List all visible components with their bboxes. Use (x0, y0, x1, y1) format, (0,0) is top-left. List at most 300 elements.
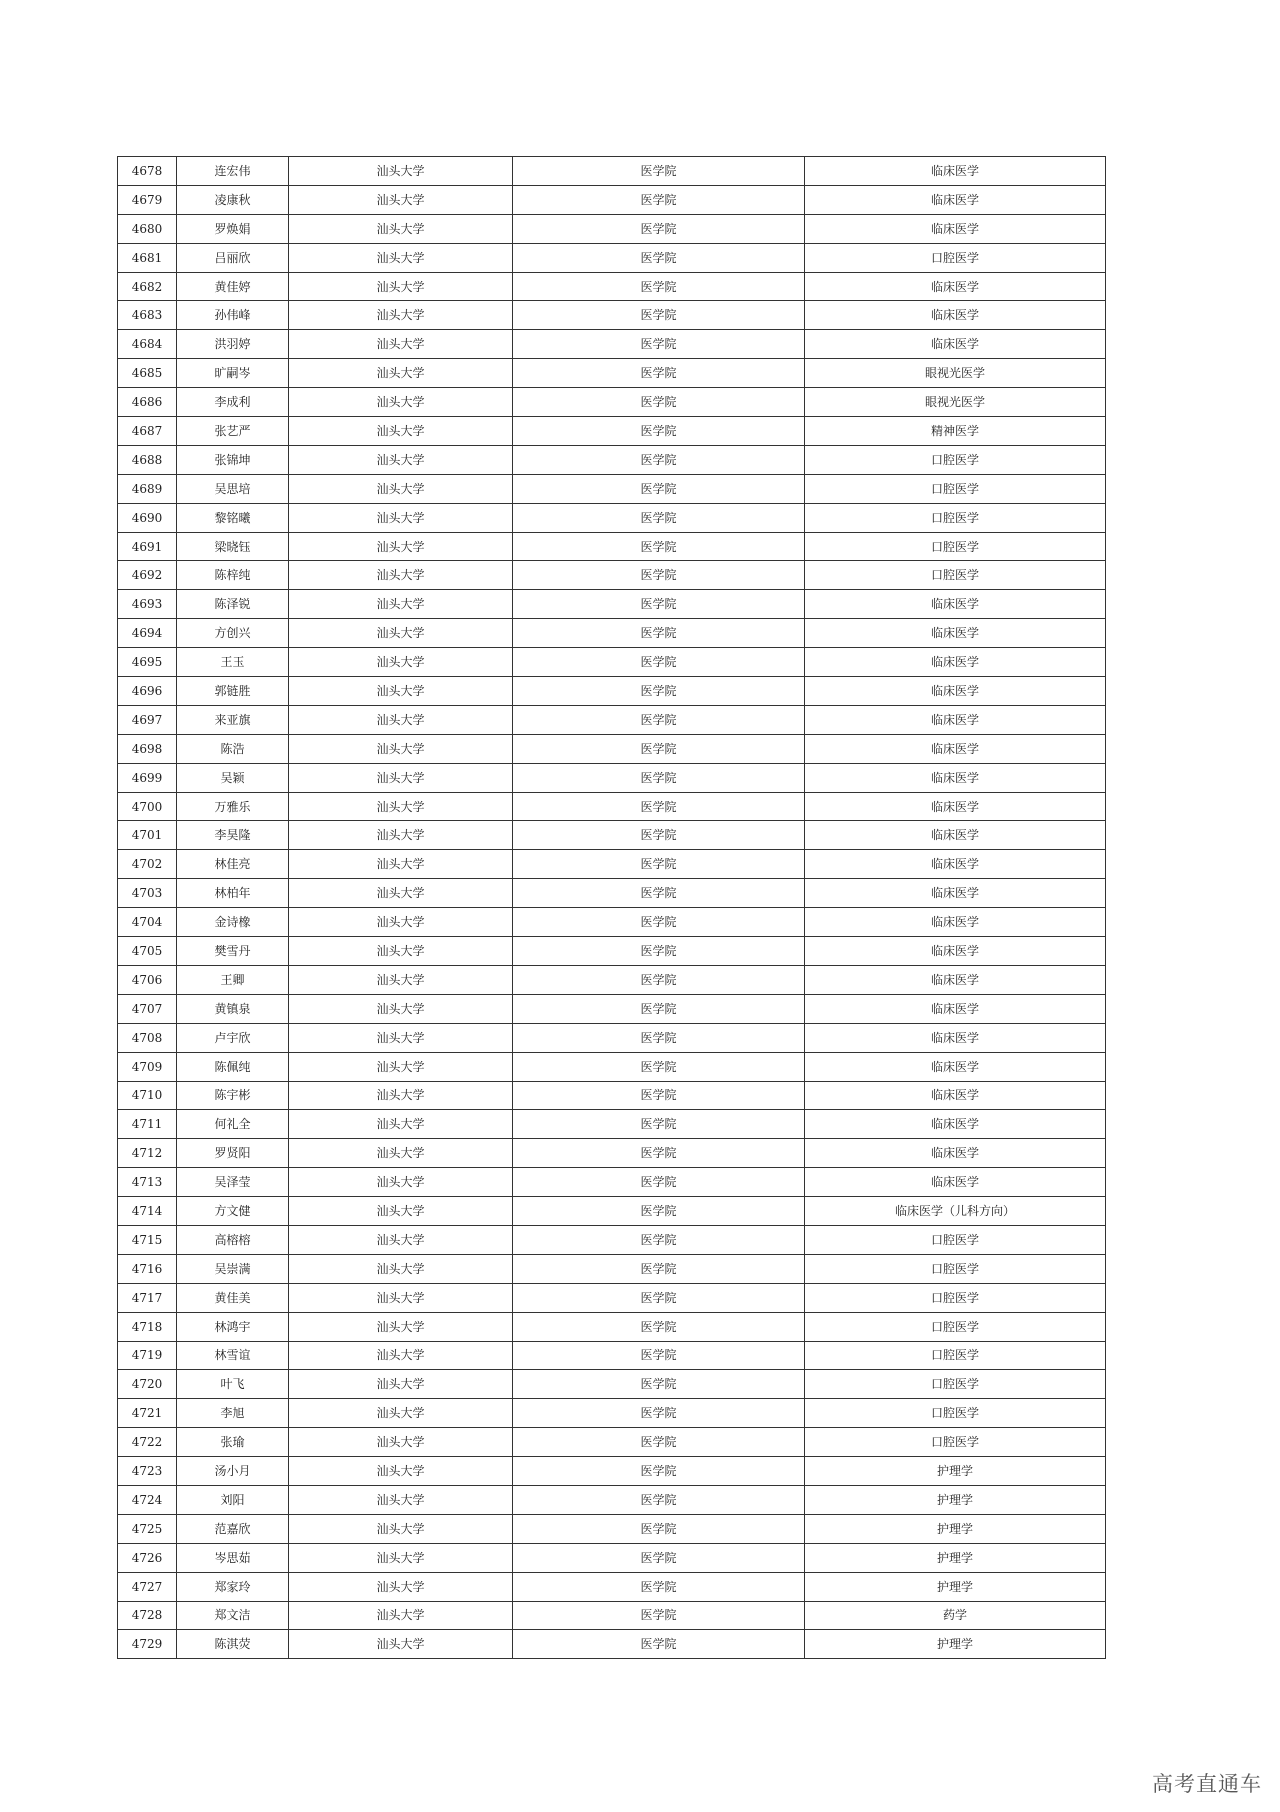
college-cell: 医学院 (513, 1197, 805, 1226)
student-name-cell: 叶飞 (177, 1370, 289, 1399)
table-row (118, 1514, 1106, 1543)
major-cell: 护理学 (805, 1572, 1106, 1601)
major-cell: 临床医学 (805, 1139, 1106, 1168)
row-number-cell: 4728 (118, 1601, 177, 1630)
row-number-cell: 4688 (118, 445, 177, 474)
row-number-cell: 4700 (118, 792, 177, 821)
college-cell: 医学院 (513, 272, 805, 301)
student-name-cell: 万雅乐 (177, 792, 289, 821)
table-row (118, 1139, 1106, 1168)
college-cell: 医学院 (513, 1399, 805, 1428)
university-cell: 汕头大学 (289, 1312, 513, 1341)
student-name-cell: 黄佳婷 (177, 272, 289, 301)
major-cell: 护理学 (805, 1630, 1106, 1659)
college-cell: 医学院 (513, 1110, 805, 1139)
college-cell: 医学院 (513, 1428, 805, 1457)
college-cell: 医学院 (513, 330, 805, 359)
table-row (118, 763, 1106, 792)
college-cell: 医学院 (513, 1168, 805, 1197)
student-name-cell: 岑思茹 (177, 1543, 289, 1572)
table-row (118, 821, 1106, 850)
row-number-cell: 4723 (118, 1457, 177, 1486)
table-row (118, 648, 1106, 677)
table-row (118, 359, 1106, 388)
table-row (118, 445, 1106, 474)
student-name-cell: 吕丽欣 (177, 243, 289, 272)
major-cell: 护理学 (805, 1485, 1106, 1514)
major-cell: 临床医学 (805, 821, 1106, 850)
row-number-cell: 4699 (118, 763, 177, 792)
student-name-cell: 郑家玲 (177, 1572, 289, 1601)
table-row (118, 965, 1106, 994)
row-number-cell: 4694 (118, 619, 177, 648)
university-cell: 汕头大学 (289, 705, 513, 734)
major-cell: 临床医学 (805, 879, 1106, 908)
row-number-cell: 4706 (118, 965, 177, 994)
table-row (118, 1254, 1106, 1283)
student-name-cell: 王玉 (177, 648, 289, 677)
student-name-cell: 旷嗣岑 (177, 359, 289, 388)
university-cell: 汕头大学 (289, 1630, 513, 1659)
table-row (118, 474, 1106, 503)
table-row (118, 157, 1106, 186)
roster-table (117, 156, 1106, 1659)
major-cell: 临床医学 (805, 1168, 1106, 1197)
row-number-cell: 4703 (118, 879, 177, 908)
student-name-cell: 林雪谊 (177, 1341, 289, 1370)
table-row (118, 1572, 1106, 1601)
university-cell: 汕头大学 (289, 850, 513, 879)
row-number-cell: 4727 (118, 1572, 177, 1601)
row-number-cell: 4718 (118, 1312, 177, 1341)
major-cell: 临床医学 (805, 677, 1106, 706)
row-number-cell: 4721 (118, 1399, 177, 1428)
university-cell: 汕头大学 (289, 1485, 513, 1514)
university-cell: 汕头大学 (289, 1254, 513, 1283)
college-cell: 医学院 (513, 734, 805, 763)
major-cell: 临床医学 (805, 214, 1106, 243)
college-cell: 医学院 (513, 185, 805, 214)
college-cell: 医学院 (513, 850, 805, 879)
major-cell: 口腔医学 (805, 445, 1106, 474)
student-name-cell: 罗贤阳 (177, 1139, 289, 1168)
table-row (118, 1312, 1106, 1341)
university-cell: 汕头大学 (289, 359, 513, 388)
table-row (118, 1052, 1106, 1081)
university-cell: 汕头大学 (289, 474, 513, 503)
row-number-cell: 4729 (118, 1630, 177, 1659)
major-cell: 口腔医学 (805, 1254, 1106, 1283)
row-number-cell: 4726 (118, 1543, 177, 1572)
major-cell: 临床医学 (805, 792, 1106, 821)
college-cell: 医学院 (513, 532, 805, 561)
major-cell: 临床医学 (805, 185, 1106, 214)
row-number-cell: 4687 (118, 417, 177, 446)
row-number-cell: 4690 (118, 503, 177, 532)
major-cell: 护理学 (805, 1457, 1106, 1486)
college-cell: 医学院 (513, 1630, 805, 1659)
college-cell: 医学院 (513, 1601, 805, 1630)
row-number-cell: 4711 (118, 1110, 177, 1139)
row-number-cell: 4719 (118, 1341, 177, 1370)
table-row (118, 1225, 1106, 1254)
student-name-cell: 陈泽锐 (177, 590, 289, 619)
university-cell: 汕头大学 (289, 763, 513, 792)
row-number-cell: 4681 (118, 243, 177, 272)
student-name-cell: 陈佩纯 (177, 1052, 289, 1081)
college-cell: 医学院 (513, 1081, 805, 1110)
college-cell: 医学院 (513, 445, 805, 474)
major-cell: 口腔医学 (805, 503, 1106, 532)
major-cell: 临床医学 (805, 850, 1106, 879)
college-cell: 医学院 (513, 157, 805, 186)
university-cell: 汕头大学 (289, 157, 513, 186)
row-number-cell: 4691 (118, 532, 177, 561)
row-number-cell: 4693 (118, 590, 177, 619)
university-cell: 汕头大学 (289, 503, 513, 532)
table-row (118, 1341, 1106, 1370)
major-cell: 临床医学 (805, 994, 1106, 1023)
student-name-cell: 张艺严 (177, 417, 289, 446)
table-row (118, 1081, 1106, 1110)
university-cell: 汕头大学 (289, 619, 513, 648)
university-cell: 汕头大学 (289, 1110, 513, 1139)
student-name-cell: 卢宇欣 (177, 1023, 289, 1052)
student-name-cell: 黄佳美 (177, 1283, 289, 1312)
college-cell: 医学院 (513, 1254, 805, 1283)
major-cell: 口腔医学 (805, 243, 1106, 272)
table-row (118, 1399, 1106, 1428)
university-cell: 汕头大学 (289, 879, 513, 908)
table-row (118, 1630, 1106, 1659)
university-cell: 汕头大学 (289, 388, 513, 417)
row-number-cell: 4720 (118, 1370, 177, 1399)
major-cell: 精神医学 (805, 417, 1106, 446)
university-cell: 汕头大学 (289, 792, 513, 821)
table-row (118, 214, 1106, 243)
college-cell: 医学院 (513, 994, 805, 1023)
college-cell: 医学院 (513, 879, 805, 908)
row-number-cell: 4725 (118, 1514, 177, 1543)
student-name-cell: 吴思培 (177, 474, 289, 503)
college-cell: 医学院 (513, 359, 805, 388)
college-cell: 医学院 (513, 1514, 805, 1543)
table-row (118, 850, 1106, 879)
student-name-cell: 张锦坤 (177, 445, 289, 474)
college-cell: 医学院 (513, 301, 805, 330)
major-cell: 临床医学 (805, 1081, 1106, 1110)
student-name-cell: 陈梓纯 (177, 561, 289, 590)
college-cell: 医学院 (513, 1457, 805, 1486)
table-row (118, 792, 1106, 821)
university-cell: 汕头大学 (289, 965, 513, 994)
row-number-cell: 4682 (118, 272, 177, 301)
college-cell: 医学院 (513, 965, 805, 994)
university-cell: 汕头大学 (289, 734, 513, 763)
university-cell: 汕头大学 (289, 1139, 513, 1168)
table-row (118, 1110, 1106, 1139)
student-name-cell: 方文健 (177, 1197, 289, 1226)
table-row (118, 1485, 1106, 1514)
university-cell: 汕头大学 (289, 1601, 513, 1630)
university-cell: 汕头大学 (289, 994, 513, 1023)
row-number-cell: 4713 (118, 1168, 177, 1197)
table-row (118, 705, 1106, 734)
university-cell: 汕头大学 (289, 417, 513, 446)
college-cell: 医学院 (513, 243, 805, 272)
student-name-cell: 梁晓钰 (177, 532, 289, 561)
table-row (118, 1457, 1106, 1486)
college-cell: 医学院 (513, 1341, 805, 1370)
student-name-cell: 方创兴 (177, 619, 289, 648)
university-cell: 汕头大学 (289, 1341, 513, 1370)
major-cell: 临床医学 (805, 648, 1106, 677)
table-row (118, 1543, 1106, 1572)
table-row (118, 185, 1106, 214)
row-number-cell: 4696 (118, 677, 177, 706)
row-number-cell: 4710 (118, 1081, 177, 1110)
student-name-cell: 连宏伟 (177, 157, 289, 186)
major-cell: 临床医学 (805, 157, 1106, 186)
row-number-cell: 4717 (118, 1283, 177, 1312)
major-cell: 临床医学 (805, 937, 1106, 966)
row-number-cell: 4707 (118, 994, 177, 1023)
university-cell: 汕头大学 (289, 1023, 513, 1052)
row-number-cell: 4692 (118, 561, 177, 590)
student-name-cell: 李旭 (177, 1399, 289, 1428)
table-row (118, 1370, 1106, 1399)
college-cell: 医学院 (513, 908, 805, 937)
row-number-cell: 4697 (118, 705, 177, 734)
major-cell: 临床医学 (805, 1052, 1106, 1081)
student-name-cell: 李昊隆 (177, 821, 289, 850)
university-cell: 汕头大学 (289, 532, 513, 561)
student-name-cell: 何礼全 (177, 1110, 289, 1139)
row-number-cell: 4715 (118, 1225, 177, 1254)
college-cell: 医学院 (513, 561, 805, 590)
major-cell: 临床医学 (805, 1110, 1106, 1139)
student-name-cell: 王卿 (177, 965, 289, 994)
major-cell: 护理学 (805, 1514, 1106, 1543)
university-cell: 汕头大学 (289, 908, 513, 937)
university-cell: 汕头大学 (289, 301, 513, 330)
university-cell: 汕头大学 (289, 1428, 513, 1457)
row-number-cell: 4712 (118, 1139, 177, 1168)
student-name-cell: 孙伟峰 (177, 301, 289, 330)
major-cell: 临床医学 (805, 965, 1106, 994)
row-number-cell: 4722 (118, 1428, 177, 1457)
table-row (118, 272, 1106, 301)
college-cell: 医学院 (513, 1139, 805, 1168)
student-name-cell: 陈宇彬 (177, 1081, 289, 1110)
table-row (118, 532, 1106, 561)
college-cell: 医学院 (513, 937, 805, 966)
table-row (118, 503, 1106, 532)
student-name-cell: 范嘉欣 (177, 1514, 289, 1543)
row-number-cell: 4686 (118, 388, 177, 417)
major-cell: 口腔医学 (805, 1225, 1106, 1254)
university-cell: 汕头大学 (289, 648, 513, 677)
student-name-cell: 黄镇泉 (177, 994, 289, 1023)
student-name-cell: 洪羽婷 (177, 330, 289, 359)
college-cell: 医学院 (513, 648, 805, 677)
table-row (118, 677, 1106, 706)
table-row (118, 937, 1106, 966)
major-cell: 口腔医学 (805, 1312, 1106, 1341)
student-name-cell: 林柏年 (177, 879, 289, 908)
university-cell: 汕头大学 (289, 1081, 513, 1110)
row-number-cell: 4702 (118, 850, 177, 879)
college-cell: 医学院 (513, 677, 805, 706)
college-cell: 医学院 (513, 388, 805, 417)
university-cell: 汕头大学 (289, 561, 513, 590)
college-cell: 医学院 (513, 1485, 805, 1514)
university-cell: 汕头大学 (289, 445, 513, 474)
college-cell: 医学院 (513, 1572, 805, 1601)
university-cell: 汕头大学 (289, 1514, 513, 1543)
university-cell: 汕头大学 (289, 1283, 513, 1312)
major-cell: 口腔医学 (805, 1428, 1106, 1457)
university-cell: 汕头大学 (289, 1457, 513, 1486)
college-cell: 医学院 (513, 1225, 805, 1254)
university-cell: 汕头大学 (289, 272, 513, 301)
university-cell: 汕头大学 (289, 821, 513, 850)
college-cell: 医学院 (513, 705, 805, 734)
table-row (118, 908, 1106, 937)
college-cell: 医学院 (513, 1052, 805, 1081)
student-name-cell: 吴崇满 (177, 1254, 289, 1283)
student-name-cell: 张瑜 (177, 1428, 289, 1457)
university-cell: 汕头大学 (289, 1197, 513, 1226)
table-row (118, 1023, 1106, 1052)
student-name-cell: 黎铭曦 (177, 503, 289, 532)
table-row (118, 994, 1106, 1023)
table-row (118, 1197, 1106, 1226)
row-number-cell: 4709 (118, 1052, 177, 1081)
student-name-cell: 林鸿宇 (177, 1312, 289, 1341)
row-number-cell: 4714 (118, 1197, 177, 1226)
row-number-cell: 4680 (118, 214, 177, 243)
table-row (118, 561, 1106, 590)
row-number-cell: 4679 (118, 185, 177, 214)
student-name-cell: 吴颖 (177, 763, 289, 792)
table-row (118, 330, 1106, 359)
major-cell: 临床医学 (805, 1023, 1106, 1052)
table-row (118, 1428, 1106, 1457)
row-number-cell: 4683 (118, 301, 177, 330)
row-number-cell: 4684 (118, 330, 177, 359)
college-cell: 医学院 (513, 474, 805, 503)
student-name-cell: 刘阳 (177, 1485, 289, 1514)
major-cell: 口腔医学 (805, 1370, 1106, 1399)
row-number-cell: 4689 (118, 474, 177, 503)
university-cell: 汕头大学 (289, 1399, 513, 1428)
college-cell: 医学院 (513, 1370, 805, 1399)
row-number-cell: 4708 (118, 1023, 177, 1052)
university-cell: 汕头大学 (289, 1168, 513, 1197)
student-name-cell: 金诗橡 (177, 908, 289, 937)
major-cell: 口腔医学 (805, 1341, 1106, 1370)
university-cell: 汕头大学 (289, 1052, 513, 1081)
major-cell: 眼视光医学 (805, 359, 1106, 388)
major-cell: 口腔医学 (805, 1283, 1106, 1312)
student-name-cell: 汤小月 (177, 1457, 289, 1486)
major-cell: 口腔医学 (805, 561, 1106, 590)
student-name-cell: 陈淇荧 (177, 1630, 289, 1659)
university-cell: 汕头大学 (289, 1370, 513, 1399)
college-cell: 医学院 (513, 821, 805, 850)
major-cell: 临床医学 (805, 272, 1106, 301)
major-cell: 口腔医学 (805, 474, 1106, 503)
major-cell: 护理学 (805, 1543, 1106, 1572)
major-cell: 临床医学 (805, 705, 1106, 734)
major-cell: 药学 (805, 1601, 1106, 1630)
watermark-text: 高考直通车 (1152, 1772, 1262, 1796)
university-cell: 汕头大学 (289, 1572, 513, 1601)
table-row (118, 301, 1106, 330)
major-cell: 临床医学 (805, 619, 1106, 648)
university-cell: 汕头大学 (289, 330, 513, 359)
student-name-cell: 樊雪丹 (177, 937, 289, 966)
major-cell: 临床医学 (805, 763, 1106, 792)
row-number-cell: 4705 (118, 937, 177, 966)
college-cell: 医学院 (513, 1543, 805, 1572)
major-cell: 临床医学 (805, 590, 1106, 619)
row-number-cell: 4724 (118, 1485, 177, 1514)
college-cell: 医学院 (513, 503, 805, 532)
row-number-cell: 4716 (118, 1254, 177, 1283)
student-name-cell: 凌康秋 (177, 185, 289, 214)
student-name-cell: 来亚旗 (177, 705, 289, 734)
major-cell: 口腔医学 (805, 532, 1106, 561)
major-cell: 临床医学 (805, 330, 1106, 359)
university-cell: 汕头大学 (289, 677, 513, 706)
student-name-cell: 高榕榕 (177, 1225, 289, 1254)
row-number-cell: 4685 (118, 359, 177, 388)
student-name-cell: 林佳亮 (177, 850, 289, 879)
student-name-cell: 吴泽莹 (177, 1168, 289, 1197)
table-row (118, 879, 1106, 908)
table-row (118, 417, 1106, 446)
university-cell: 汕头大学 (289, 1225, 513, 1254)
student-name-cell: 李成利 (177, 388, 289, 417)
row-number-cell: 4695 (118, 648, 177, 677)
table-row (118, 590, 1106, 619)
major-cell: 临床医学 (805, 908, 1106, 937)
row-number-cell: 4704 (118, 908, 177, 937)
college-cell: 医学院 (513, 619, 805, 648)
student-name-cell: 罗焕娟 (177, 214, 289, 243)
university-cell: 汕头大学 (289, 1543, 513, 1572)
college-cell: 医学院 (513, 417, 805, 446)
university-cell: 汕头大学 (289, 243, 513, 272)
table-row (118, 1168, 1106, 1197)
university-cell: 汕头大学 (289, 937, 513, 966)
college-cell: 医学院 (513, 214, 805, 243)
table-row (118, 388, 1106, 417)
college-cell: 医学院 (513, 590, 805, 619)
table-row (118, 619, 1106, 648)
major-cell: 临床医学 (805, 301, 1106, 330)
major-cell: 临床医学（儿科方向） (805, 1197, 1106, 1226)
table-row (118, 734, 1106, 763)
student-name-cell: 陈浩 (177, 734, 289, 763)
major-cell: 眼视光医学 (805, 388, 1106, 417)
table-row (118, 1283, 1106, 1312)
university-cell: 汕头大学 (289, 185, 513, 214)
student-name-cell: 郑文洁 (177, 1601, 289, 1630)
college-cell: 医学院 (513, 792, 805, 821)
